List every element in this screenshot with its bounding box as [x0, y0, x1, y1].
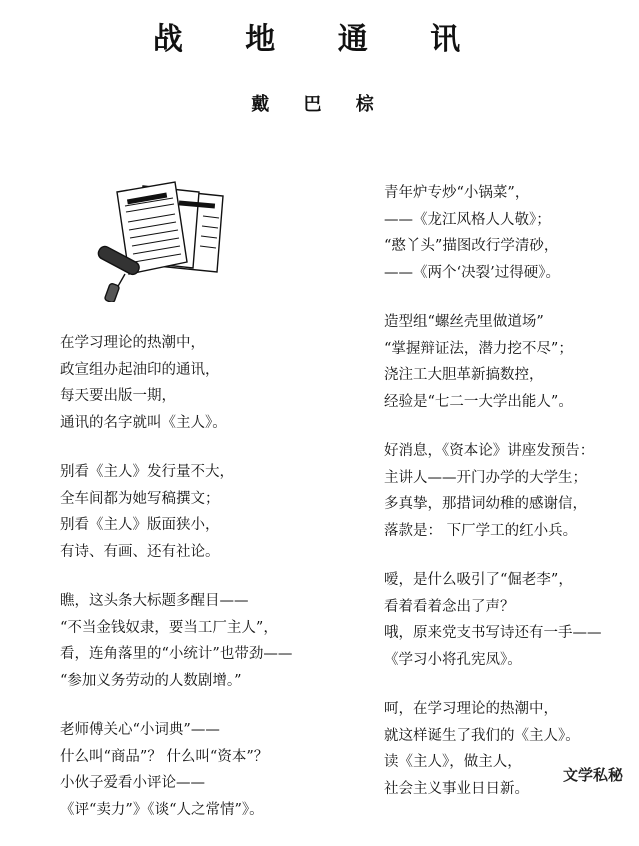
verse-line: ——《两个‘决裂’过得硬》。	[384, 264, 560, 281]
stanza	[60, 717, 360, 823]
verse-line: 浇注工大胆革新搞数控，	[384, 367, 544, 383]
verse-line: 哦，原来党支书写诗还有一手——	[384, 625, 602, 641]
verse-line: 嗳，是什么吸引了“倔老李”，	[384, 572, 573, 588]
verse-line: 好消息，《资本论》讲座发预告：	[384, 443, 595, 459]
verse-line: 老师傅关心“小词典”——	[60, 722, 220, 738]
right-poem-column	[384, 180, 639, 825]
verse-line: 别看《主人》发行量不大，	[60, 464, 234, 480]
newspapers-and-roller-illustration	[95, 176, 270, 302]
verse-line: “参加义务劳动的人数剧增。”	[60, 672, 242, 689]
verse-line: 落款是： 下厂学工的红小兵。	[384, 522, 578, 539]
stanza	[60, 588, 360, 694]
verse-line: 瞧，这头条大标题多醒目——	[60, 593, 249, 609]
verse-line: 多真挚，那措词幼稚的感谢信，	[384, 496, 587, 512]
stanza	[384, 696, 639, 802]
left-poem-column	[60, 330, 360, 846]
verse-line: 《学习小将孔宪凤》。	[384, 651, 522, 668]
verse-line: 政宣组办起油印的通讯，	[60, 361, 220, 378]
verse-line: 别看《主人》版面狭小，	[60, 517, 220, 533]
verse-line: 全车间都为她写稿撰文；	[60, 490, 220, 507]
verse-line: 什么叫“商品”？ 什么叫“资本”？	[60, 748, 269, 765]
stanza	[60, 330, 360, 436]
poem-title: 战 地 通 讯	[152, 22, 487, 57]
verse-line: 看，连角落里的“小统计”也带劲——	[60, 646, 293, 662]
poem-author: 戴 巴 棕	[251, 94, 388, 115]
verse-line: “不当金钱奴隶，要当工厂主人”，	[60, 619, 278, 636]
watermark: 文学私秘	[562, 766, 623, 784]
stanza	[60, 459, 360, 565]
verse-line: 经验是“七二一大学出能人”。	[384, 393, 573, 410]
verse-line: 《评“卖力”》《谈“人之常情”》。	[60, 801, 264, 818]
verse-line: 青年炉专炒“小锅菜”，	[384, 185, 530, 201]
verse-line: 就这样诞生了我们的《主人》。	[384, 727, 580, 744]
verse-line: 造型组“螺丝壳里做道场”	[384, 314, 544, 330]
verse-line: 有诗、有画、还有社论。	[60, 543, 220, 560]
verse-line: 小伙子爱看小评论——	[60, 775, 205, 791]
verse-line: 通讯的名字就叫《主人》。	[60, 414, 227, 431]
verse-line: 呵，在学习理论的热潮中，	[384, 701, 558, 717]
verse-line: 读《主人》，做主人，	[384, 754, 522, 770]
stanza	[384, 567, 639, 673]
stanza	[384, 180, 639, 286]
verse-line: 社会主义事业日日新。	[384, 780, 529, 797]
verse-line: 主讲人——开门办学的大学生；	[384, 469, 587, 486]
stanza	[384, 438, 639, 544]
verse-line: 在学习理论的热潮中，	[60, 335, 205, 351]
verse-line: 看着看着念出了声？	[384, 598, 515, 615]
verse-line: ——《龙江风格人人敬》；	[384, 211, 551, 228]
verse-line: “掌握辩证法，潜力挖不尽”；	[384, 340, 573, 357]
verse-line: 每天要出版一期，	[60, 388, 176, 404]
verse-line: “憨丫头”描图改行学清砂，	[384, 238, 559, 254]
stanza	[384, 309, 639, 415]
